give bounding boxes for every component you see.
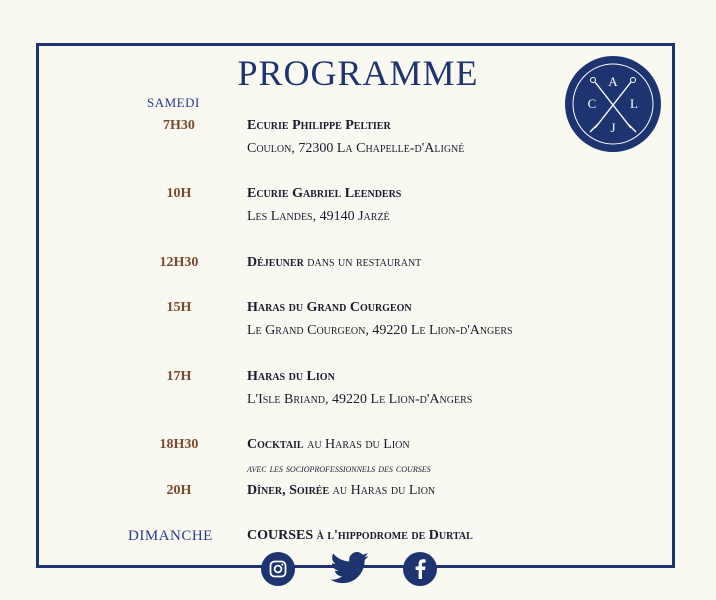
- event-time: 17H: [166, 369, 192, 384]
- event-address: Coulon, 72300 La Chapelle-d'Aligné: [247, 141, 465, 156]
- event-place-name: Dîner, Soirée: [247, 483, 330, 498]
- event-time: 18H30: [159, 437, 199, 452]
- event-place-name: Haras du Lion: [247, 369, 335, 384]
- event-address: L'Isle Briand, 49220 Le Lion-d'Angers: [247, 392, 473, 407]
- logo-letter-a: A: [608, 74, 618, 89]
- event-place: [247, 186, 401, 202]
- page-title: PROGRAMME: [237, 53, 479, 93]
- event-note: avec les socioprofessionnels des courses: [247, 461, 431, 475]
- event-time: 20H: [166, 483, 192, 498]
- twitter-icon[interactable]: [329, 552, 371, 586]
- event-place-name: Ecurie Gabriel Leenders: [247, 186, 402, 201]
- logo-letter-c: C: [587, 96, 597, 111]
- day-sunday: DIMANCHE: [128, 528, 213, 544]
- event-place: [247, 255, 421, 271]
- event-place-name: Cocktail: [247, 437, 304, 452]
- event-time: 15H: [166, 300, 192, 315]
- event-place-detail: au Haras du Lion: [329, 483, 436, 498]
- sunday-event: COURSES à l'hippodrome de Durtal: [247, 528, 473, 543]
- club-logo: [565, 56, 661, 152]
- event-place: [247, 369, 335, 385]
- instagram-icon[interactable]: [261, 552, 295, 586]
- event-time: 7H30: [163, 118, 195, 133]
- event-place-name: Ecurie Philippe Peltier: [247, 118, 391, 133]
- event-place: [247, 300, 412, 316]
- event-time: 12H30: [159, 255, 199, 270]
- event-address: Le Grand Courgeon, 49220 Le Lion-d'Angers: [247, 323, 513, 338]
- event-place-name: Haras du Grand Courgeon: [247, 300, 412, 315]
- crossed-whips-icon: [565, 56, 661, 152]
- event-place: [247, 437, 410, 453]
- event-place-detail: dans un restaurant: [303, 255, 422, 270]
- facebook-icon[interactable]: [403, 552, 437, 586]
- day-saturday: SAMEDI: [147, 95, 200, 110]
- logo-letter-l: L: [630, 96, 638, 111]
- event-place-name: Déjeuner: [247, 255, 304, 270]
- logo-letter-j: J: [610, 120, 616, 135]
- event-time: 10H: [166, 186, 192, 201]
- event-address: Les Landes, 49140 Jarzé: [247, 209, 390, 224]
- event-place-detail: au Haras du Lion: [303, 437, 410, 452]
- event-place: [247, 118, 391, 134]
- event-place: [247, 483, 435, 499]
